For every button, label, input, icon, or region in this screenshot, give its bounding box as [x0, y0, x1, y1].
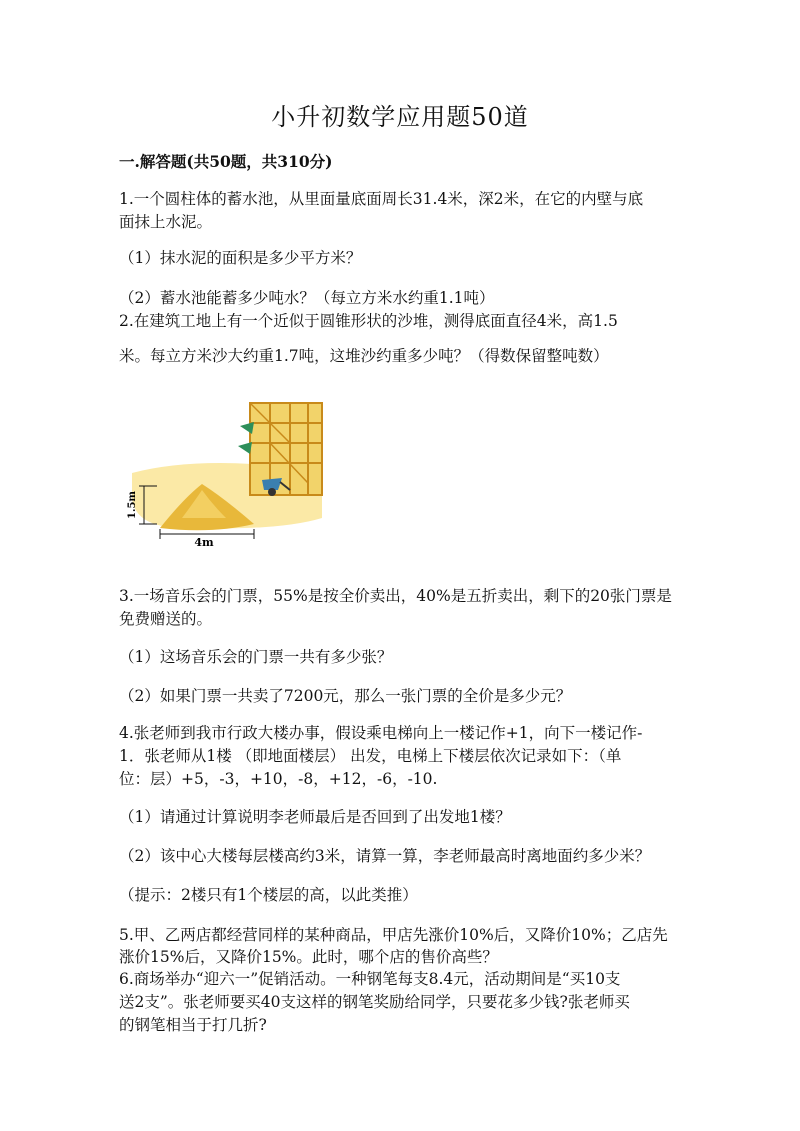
question-5-line-2: 涨价15%后，又降价15%。此时，哪个店的售价高些？: [119, 948, 498, 966]
question-4-line-3: 位：层）+5，-3，+10，-8，+12，-6，-10.: [119, 770, 438, 788]
question-4-part-1: （1）请通过计算说明李老师最后是否回到了出发地1楼？: [119, 808, 511, 826]
page-title: 小升初数学应用题50道: [271, 103, 529, 131]
question-1-line-1: 1.一个圆柱体的蓄水池，从里面量底面周长31.4米，深2米，在它的内壁与底: [119, 190, 644, 208]
question-3-line-1: 3.一场音乐会的门票，55%是按全价卖出，40%是五折卖出，剩下的20张门票是: [119, 587, 672, 605]
question-4-line-2: 1．张老师从1楼 （即地面楼层） 出发，电梯上下楼层依次记录如下：（单: [119, 747, 622, 765]
width-label: 4m: [194, 536, 214, 549]
height-label: 1.5m: [127, 491, 138, 519]
question-2-line-1: 2.在建筑工地上有一个近似于圆锥形状的沙堆，测得底面直径4米，高1.5: [119, 312, 618, 330]
question-6-line-2: 送2支”。张老师要买40支这样的钢笔奖励给同学，只要花多少钱?张老师买: [119, 993, 630, 1011]
section-heading: 一.解答题(共50题，共310分): [119, 152, 333, 171]
question-6-line-3: 的钢笔相当于打几折?: [119, 1016, 267, 1034]
question-3-line-2: 免费赠送的。: [119, 610, 213, 628]
question-4-line-1: 4.张老师到我市行政大楼办事，假设乘电梯向上一楼记作+1，向下一楼记作-: [119, 724, 643, 742]
question-1-part-1: （1）抹水泥的面积是多少平方米？: [119, 249, 362, 267]
question-4-hint: （提示：2楼只有1个楼层的高，以此类推）: [119, 886, 418, 904]
question-2-line-2: 米。每立方米沙大约重1.7吨，这堆沙约重多少吨？（得数保留整吨数）: [119, 347, 609, 365]
question-4-part-2: （2）该中心大楼每层楼高约3米，请算一算，李老师最高时离地面约多少米？: [119, 847, 651, 865]
question-3-part-1: （1）这场音乐会的门票一共有多少张？: [119, 648, 393, 666]
question-1-line-2: 面抹上水泥。: [119, 213, 213, 231]
question-3-part-2: （2）如果门票一共卖了7200元，那么一张门票的全价是多少元？: [119, 687, 572, 705]
question-5-line-1: 5.甲、乙两店都经营同样的某种商品，甲店先涨价10%后，又降价10%；乙店先: [119, 926, 668, 944]
question-1-part-2: （2）蓄水池能蓄多少吨水？（每立方米水约重1.1吨）: [119, 289, 495, 307]
question-6-line-1: 6.商场举办“迎六一”促销活动。一种钢笔每支8.4元，活动期间是“买10支: [119, 970, 621, 988]
sand-pile-figure: [122, 398, 332, 550]
